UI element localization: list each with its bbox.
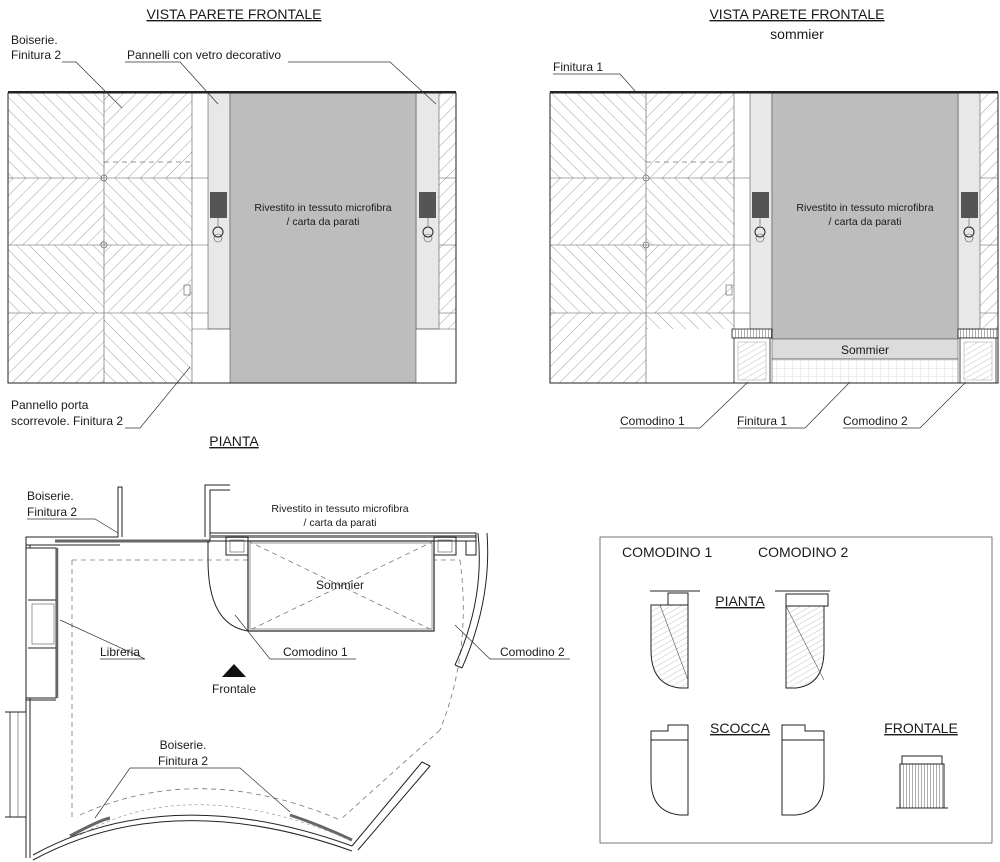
boiserie-label-line1: Boiserie. <box>11 33 58 47</box>
plan-boiserie-top-label-line2: Finitura 2 <box>27 505 78 519</box>
plan-sommier-label: Sommier <box>315 578 365 592</box>
door-panel-label-line2: scorrevole. Finitura 2 <box>11 414 124 428</box>
sommier-base <box>772 359 958 383</box>
plan-boiserie-bottom-label-line2: Finitura 2 <box>157 754 209 768</box>
plan-title: PIANTA <box>209 433 259 449</box>
center-panel-label-line1: Rivestito in tessuto microfibra <box>254 202 392 214</box>
boiserie-label-line2: Finitura 2 <box>11 48 62 62</box>
nightstand-right <box>958 329 998 383</box>
sommier-label: Sommier <box>840 343 890 357</box>
elevation-right <box>550 6 998 428</box>
detail-comodino2-label: COMODINO 2 <box>758 544 849 560</box>
detail-scocca-label: SCOCCA <box>710 720 770 736</box>
door-panel-label-line1: Pannello porta <box>11 398 89 412</box>
nightstand-detail-box <box>600 537 992 843</box>
comodino-front-drawing <box>896 756 948 808</box>
finitura-bottom-label: Finitura 1 <box>737 414 788 428</box>
comodino2-label: Comodino 2 <box>843 414 908 428</box>
view-direction-arrow-icon <box>222 664 246 677</box>
plan-boiserie-bottom-label-line1: Boiserie. <box>159 738 207 752</box>
plan-frontale-label: Frontale <box>211 682 257 696</box>
center-panel-label-line2: / carta da parati <box>828 216 902 228</box>
plan-rivestito-label-line2: / carta da parati <box>303 517 377 529</box>
boiserie-panels-right <box>550 93 750 383</box>
boiserie-strip-right <box>439 93 456 329</box>
plan-comodino1-label: Comodino 1 <box>283 645 348 659</box>
bookshelf <box>26 548 57 700</box>
glass-panels-label: Pannelli con vetro decorativo <box>127 48 282 62</box>
plan-boiserie-top-label-line1: Boiserie. <box>27 489 74 503</box>
plan-libreria-label: Libreria <box>100 645 141 659</box>
center-panel-label-line2: / carta da parati <box>286 216 360 228</box>
fabric-panel-center <box>230 93 416 383</box>
plan-rivestito-label-line1: Rivestito in tessuto microfibra <box>271 503 409 515</box>
elevation-right-subtitle: sommier <box>770 26 824 42</box>
nightstand-left <box>732 329 772 383</box>
elevation-left-title: VISTA PARETE FRONTALE <box>146 6 322 22</box>
plan-comodino2-label: Comodino 2 <box>500 645 565 659</box>
center-panel-label-line1: Rivestito in tessuto microfibra <box>796 202 934 214</box>
floor-plan <box>5 433 570 860</box>
finitura-top-label: Finitura 1 <box>553 60 604 74</box>
detail-pianta-label: PIANTA <box>715 593 765 609</box>
comodino1-label: Comodino 1 <box>620 414 685 428</box>
detail-comodino1-label: COMODINO 1 <box>622 544 713 560</box>
boiserie-panels-left <box>8 93 208 383</box>
elevation-right-title: VISTA PARETE FRONTALE <box>709 6 885 22</box>
elevation-left <box>8 6 456 428</box>
detail-frontale-label: FRONTALE <box>884 720 958 736</box>
